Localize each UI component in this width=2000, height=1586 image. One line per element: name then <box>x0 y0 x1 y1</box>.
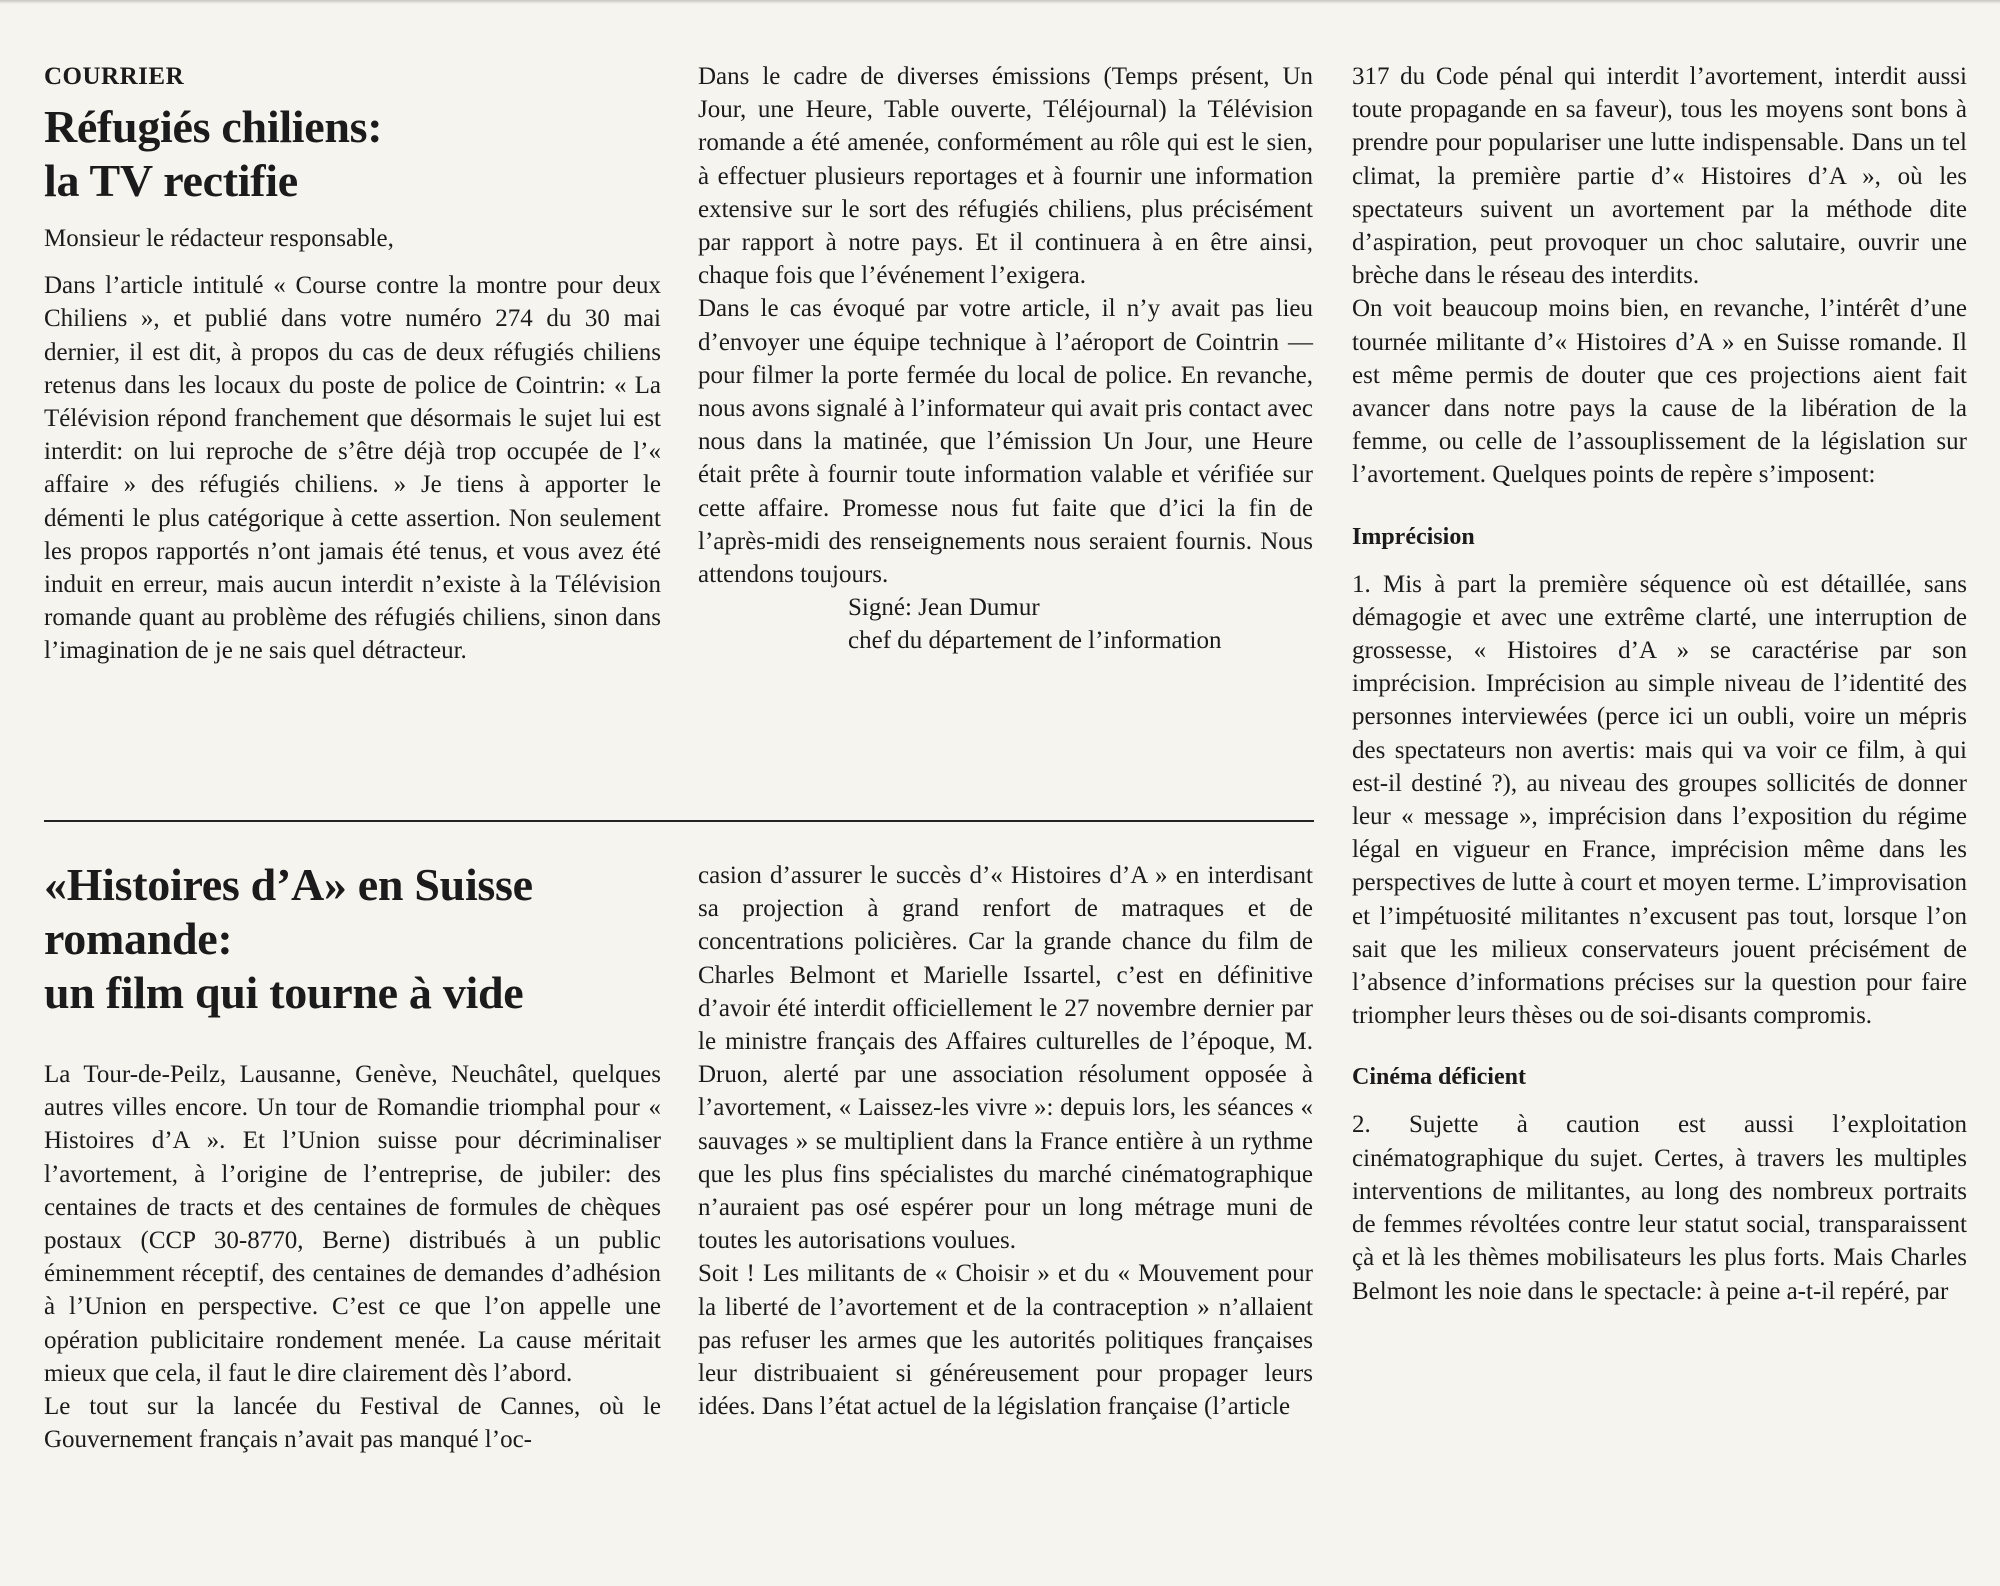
article1-title-line1: Réfugiés chiliens: <box>44 101 383 152</box>
signature-name: Signé: Jean Dumur <box>848 594 1040 622</box>
article1-col2-paragraph1: Dans le cadre de diverses émissions (Temps présent, Un Jour, une Heure, Table ouverte, Téléjournal) la Télévision romande a été amenée, conformément au rôle qui est le sien, à effectuer plusieurs reportages et à fournir une information extensive sur le sort des réfugiés chiliens, plus précisément par rapport à notre pays. Et il continuera à en être ainsi, chaque fois que l’événement l’exigera. <box>698 63 1313 290</box>
article2-col2 <box>698 859 1313 1423</box>
article2-title-line1: «Histoires d’A» en Suisse <box>44 859 533 910</box>
section-divider <box>44 820 1314 822</box>
article2-col3-paragraph2: On voit beaucoup moins bien, en revanche, l’intérêt d’une tournée militante d’« Histoires d’A » en Suisse romande. Il est même permis de douter que ces projections aient fait avancer dans notre pays la cause de la libération de la femme, ou celle de l’assouplissement de la législation sur l’avortement. Quelques points de repère s’imposent: <box>1352 295 1967 489</box>
article1-col1-paragraph: Dans l’article intitulé « Course contre la montre pour deux Chiliens », et publié dans votre numéro 274 du 30 mai dernier, il est dit, à propos du cas de deux réfugiés chiliens retenus dans les locaux du poste de police de Cointrin: « La Télévision répond franchement que désormais le sujet lui est interdit: on lui reproche de s’être déjà trop occupée de l’« affaire » des réfugiés chiliens. » Je tiens à apporter le démenti le plus catégorique à cette assertion. Non seulement les propos rapportés n’ont jamais été tenus, et vous avez été induit en erreur, mais aucun interdit n’existe à la Télévision romande quant au problème des réfugiés chiliens, sinon dans l’imagination de je ne sais quel détracteur. <box>44 272 661 665</box>
article2-col3-paragraph3: 1. Mis à part la première séquence où est détaillée, sans démagogie et avec une extrême clarté, une interruption de grossesse, « Histoires d’A » se caractérise par son imprécision. Imprécision au simple niveau de l’identité des personnes interviewées (perce ici un oubli, voire un mépris des spectateurs non avertis: mais qui va voir ce film, à qui est-il destiné ?), au niveau des groupes sollicités de donner leur « message », imprécision dans l’exposition du régime légal en vigueur en France, imprécision même dans les perspectives de lutte à court et moyen terme. L’improvisation et l’impétuosité militantes n’excusent pas tout, lorsque l’on sait que les milieux conservateurs jouent précisément de l’absence d’informations précises sur la question pour faire triompher leurs thèses ou de soi-disants compromis. <box>1352 570 1967 1030</box>
section-label: COURRIER <box>44 63 185 90</box>
subhead-imprecision: Imprécision <box>1352 523 1475 550</box>
article1-col2 <box>698 60 1313 658</box>
article2-col3-paragraph1: 317 du Code pénal qui interdit l’avortement, interdit aussi toute propagande en sa faveur), tous les moyens sont bons à prendre pour populariser une lutte indispensable. Dans un tel climat, la première partie d’« Histoires d’A », où les spectateurs suivent un avortement par la méthode dite d’aspiration, peut provoquer un choc salutaire, ouvrir une brèche dans le réseau des interdits. <box>1352 63 1967 290</box>
article1-col1 <box>44 62 661 668</box>
subhead-cinema-deficient: Cinéma déficient <box>1352 1064 1526 1091</box>
article2-col2-paragraph1: casion d’assurer le succès d’« Histoires d’A » en interdisant sa projection à grand renfort de matraques et de concentrations policières. Car la grande chance du film de Charles Belmont et Marielle Issartel, c’est en définitive d’avoir été interdit officiellement le 27 novembre dernier par le ministre français des Affaires culturelles de l’époque, M. Druon, alerté par une association résolument opposée à l’avortement, « Laissez-les vivre »: depuis lors, les séances « sauvages » se multiplient dans la France entière à un rythme que les plus fins spécialistes du marché cinématographique n’auraient pas osé espérer pour un long métrage muni de toutes les autorisations voulues. <box>698 862 1313 1255</box>
article1-col2-paragraph2: Dans le cas évoqué par votre article, il n’y avait pas lieu d’envoyer une équipe technique à l’aéroport de Cointrin — pour filmer la porte fermée du local de police. En revanche, nous avons signalé à l’informateur qui avait pris contact avec nous dans la matinée, que l’émission Un Jour, une Heure était prête à fournir toute information valable et vérifiée sur cette affaire. Promesse nous fut faite que d’ici la fin de l’après-midi des renseignements nous seraient fournis. Nous attendons toujours. <box>698 295 1313 589</box>
article2-col3-paragraph4: 2. Sujette à caution est aussi l’exploitation cinématographique du sujet. Certes, à travers les multiples interventions de militantes, au long des nombreux portraits de femmes révoltées contre leur statut social, transparaissent çà et là les thèmes mobilisateurs les plus forts. Mais Charles Belmont les noie dans le spectacle: à peine a-t-il repéré, par <box>1352 1111 1967 1305</box>
article2-col1-paragraph1: La Tour-de-Peilz, Lausanne, Genève, Neuchâtel, quelques autres villes encore. Un tour de Romandie triomphal pour « Histoires d’A ». Et l’Union suisse pour décriminaliser l’avortement, à l’origine de l’entreprise, de jubiler: des centaines de tracts et des centaines de formules de chèques postaux (CCP 30-8770, Berne) distribués à un public éminemment réceptif, des centaines de demandes d’adhésion à l’Union en perspective. C’est ce que l’on appelle une opération publicitaire rondement menée. La cause méritait mieux que cela, il faut le dire clairement dès l’abord. <box>44 1061 661 1387</box>
article2-col1-paragraph2: Le tout sur la lancée du Festival de Cannes, où le Gouvernement français n’avait pas manqué l’oc- <box>44 1393 661 1454</box>
signature-title: chef du département de l’information <box>848 627 1222 655</box>
scan-edge <box>0 0 2000 4</box>
article1-salutation: Monsieur le rédacteur responsable, <box>44 225 394 252</box>
article2-title <box>44 858 661 1020</box>
article2-title-line2: romande: <box>44 913 233 964</box>
article2-col3 <box>1352 60 1967 1308</box>
article2-title-line3: un film qui tourne à vide <box>44 967 524 1018</box>
article2-col2-paragraph2: Soit ! Les militants de « Choisir » et du « Mouvement pour la liberté de l’avortement et de la contraception » n’allaient pas refuser les armes que les autorités politiques françaises leur distribuaient si généreusement pour propager leurs idées. Dans l’état actuel de la législation française (l’article <box>698 1260 1313 1421</box>
article1-title-line2: la TV rectifie <box>44 155 298 206</box>
article2-col1 <box>44 858 661 1456</box>
article1-title <box>44 100 661 208</box>
